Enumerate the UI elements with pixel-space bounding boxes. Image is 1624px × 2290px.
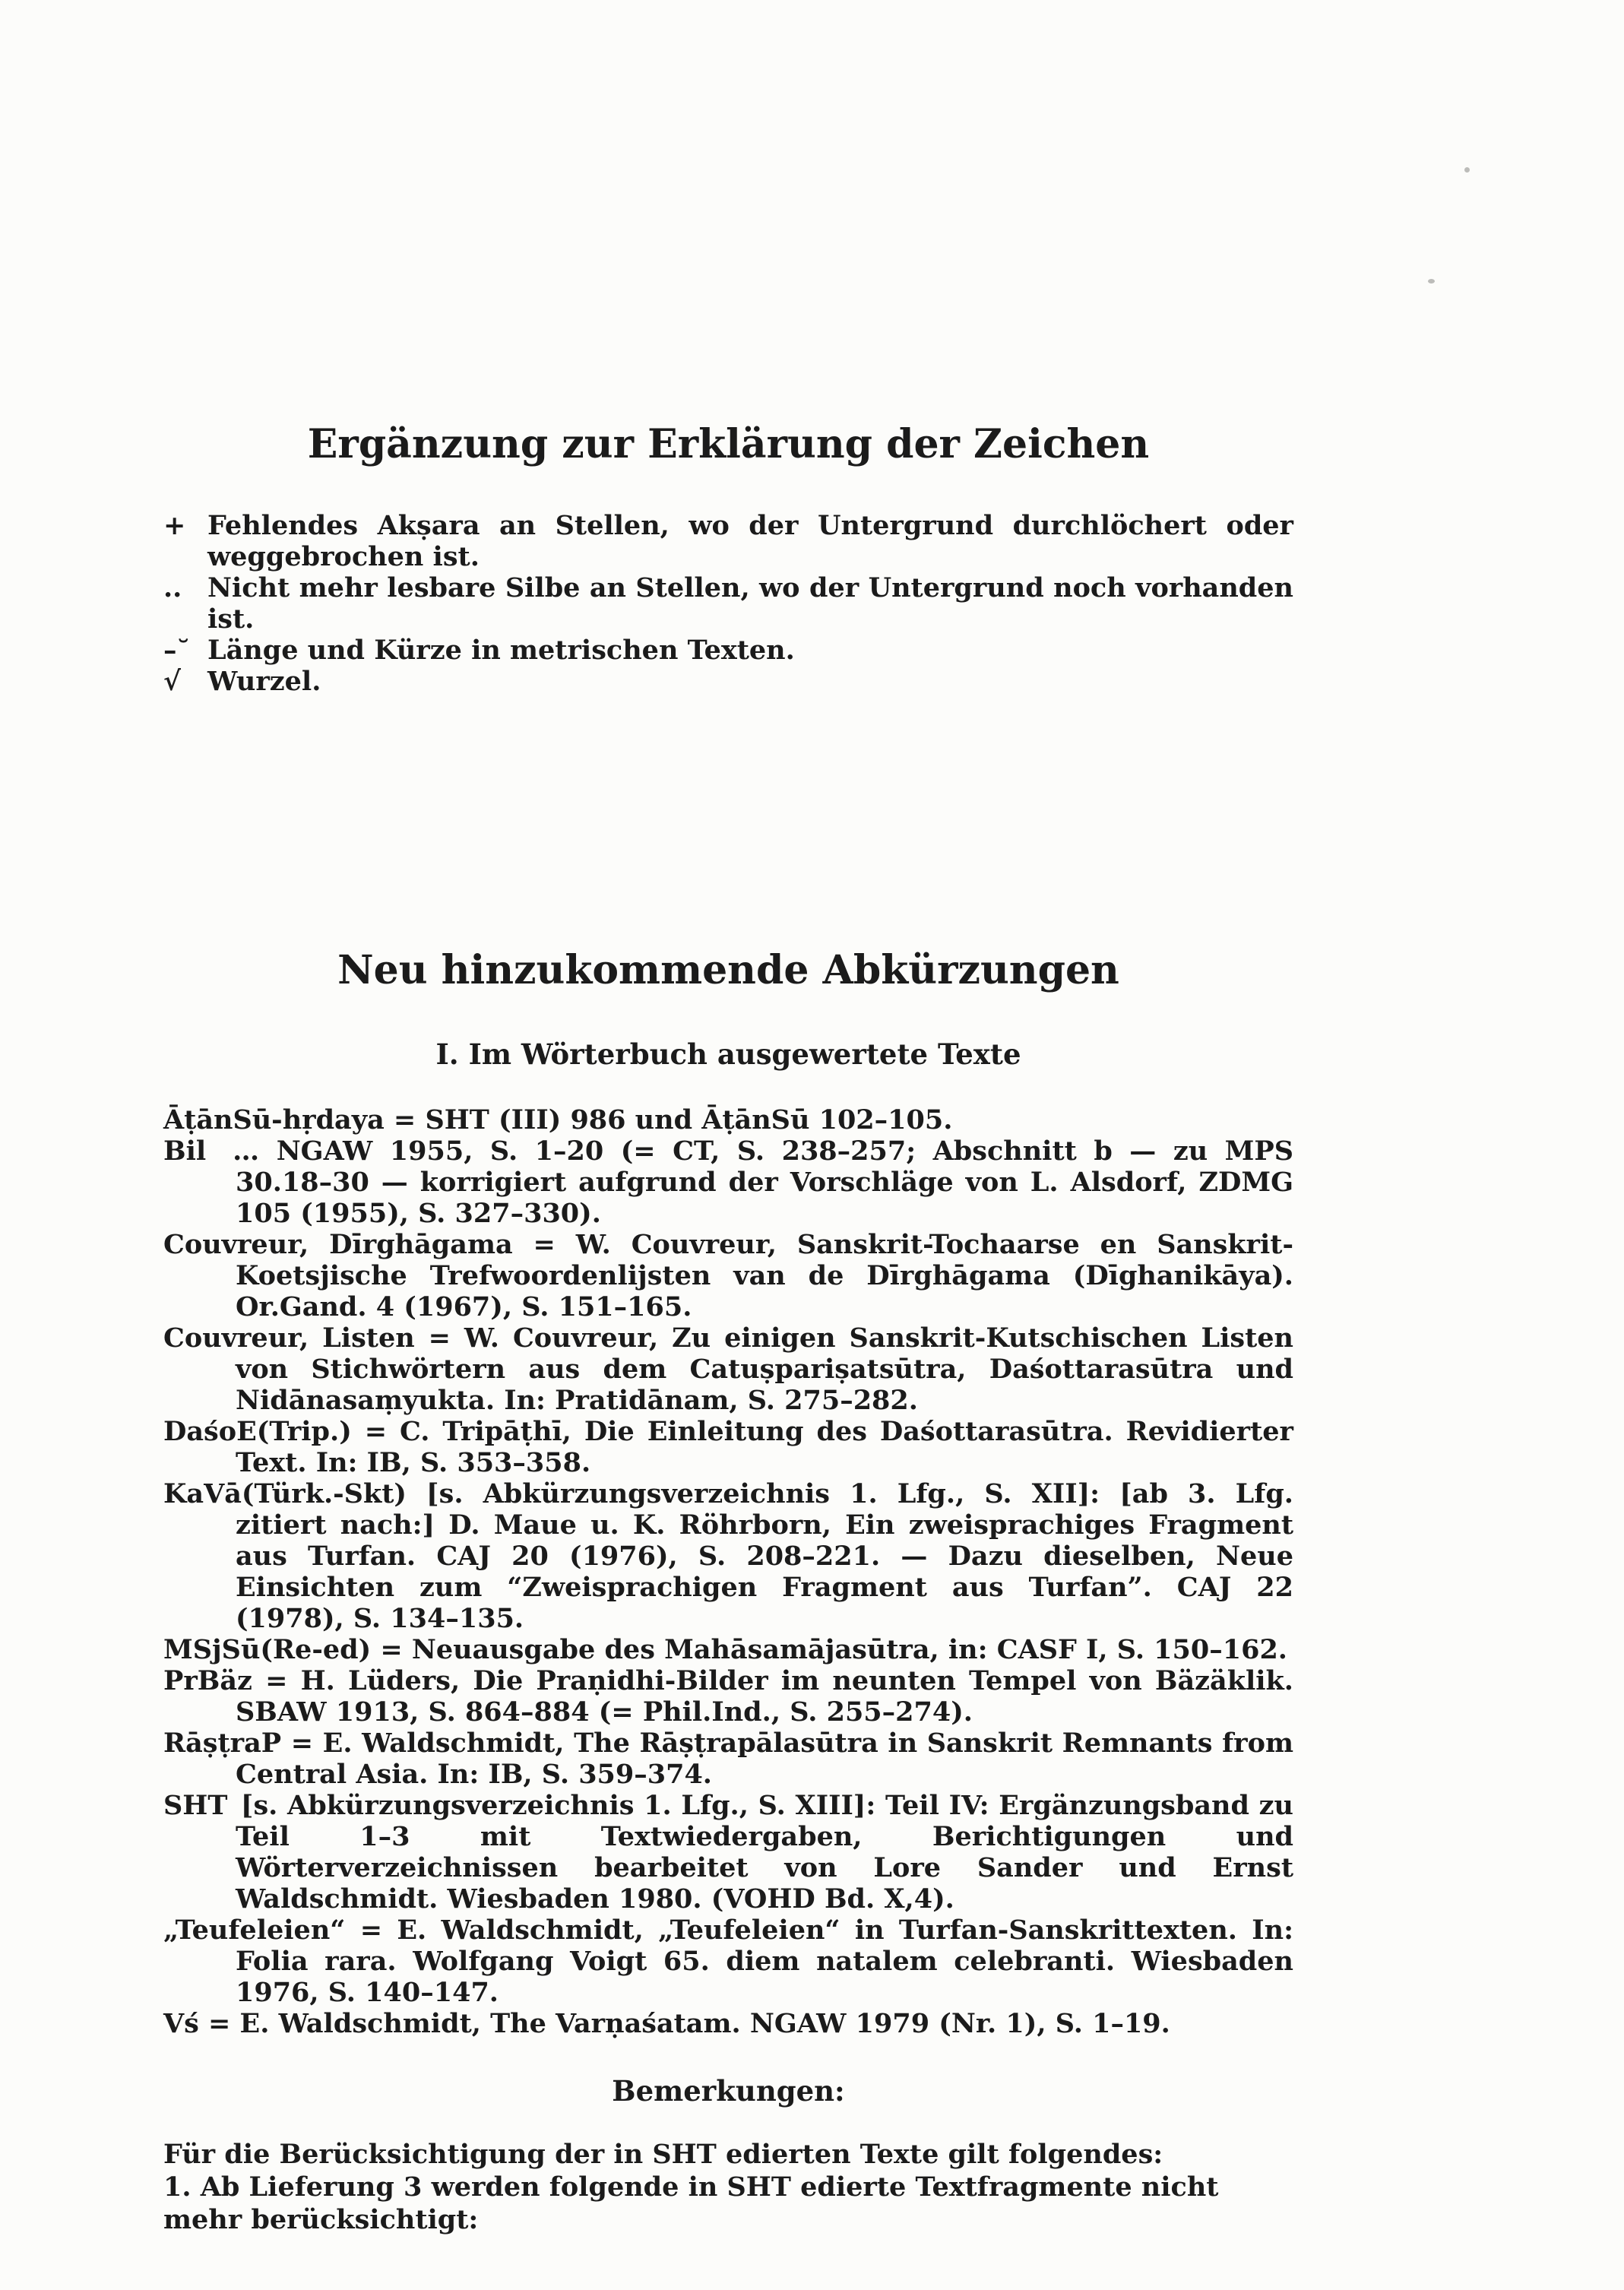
abbreviation-entry: ĀṭānSū-hṛdaya = SHT (III) 986 und ĀṭānSū 102–105. xyxy=(163,1104,953,1135)
sign-list-item xyxy=(163,635,1293,666)
section-title-zeichenerklaerung: Ergänzung zur Erklärung der Zeichen xyxy=(307,421,1150,467)
sign-description: Wurzel. xyxy=(207,665,321,697)
abbreviation-entry: SHT [s. Abkürzungsverzeichnis 1. Lfg., S. XIII]: Teil IV: Ergänzungsband zu Teil 1–3 mit Textwiedergaben, Berichtigungen und Wörterverzeichnissen bearbeitet von Lore Sander und Ernst Waldschmidt. Wiesbaden 1980. (VOHD Bd. X,4). xyxy=(163,1789,1293,1915)
abbreviation-entry: PrBäz = H. Lüders, Die Praṇidhi-Bilder im neunten Tempel von Bäzäklik. SBAW 1913, S. 864–884 (= Phil.Ind., S. 255–274). xyxy=(163,1664,1293,1728)
remark-line: Für die Berücksichtigung der in SHT edierten Texte gilt folgendes: xyxy=(163,2139,1163,2171)
abbreviation-entry: Couvreur, Dīrghāgama = W. Couvreur, Sanskrit-Tochaarse en Sanskrit-Koetsjische Trefwoordenlijsten van de Dīrghāgama (Dīghanikāya). Or.Gand. 4 (1967), S. 151–165. xyxy=(163,1228,1293,1322)
remarks-paragraph xyxy=(163,2138,1293,2236)
sign-description: Fehlendes Akṣara an Stellen, wo der Untergrund durchlöchert oder weggebrochen ist. xyxy=(207,509,1293,572)
sign-list-item xyxy=(163,666,1293,697)
page-content xyxy=(163,422,1293,2236)
abbreviation-entry: Bil … NGAW 1955, S. 1–20 (= CT, S. 238–257; Abschnitt b — zu MPS 30.18–30 — korrigiert aufgrund der Vorschläge von L. Alsdorf, ZDMG 105 (1955), S. 327–330). xyxy=(163,1135,1293,1229)
sign-symbol: √ xyxy=(163,665,182,697)
scan-speck xyxy=(1428,279,1435,283)
sign-symbol: .. xyxy=(163,572,182,603)
abbreviation-entry: Couvreur, Listen = W. Couvreur, Zu einigen Sanskrit-Kutschischen Listen von Stichwörtern aus dem Catuṣpariṣatsūtra, Daśottarasūtra und Nidānasaṃyukta. In: Pratidānam, S. 275–282. xyxy=(163,1322,1293,1416)
remark-line: 1. Ab Lieferung 3 werden folgende in SHT edierte Textfragmente nicht mehr berücksichtigt: xyxy=(163,2171,1219,2236)
sign-description: Länge und Kürze in metrischen Texten. xyxy=(207,634,795,666)
subsection-title-woerterbuch-texte: I. Im Wörterbuch ausgewertete Texte xyxy=(435,1037,1021,1071)
abbreviation-entry: Vś = E. Waldschmidt, The Varṇaśatam. NGAW 1979 (Nr. 1), S. 1–19. xyxy=(163,2007,1170,2039)
scan-speck xyxy=(1464,167,1470,173)
remarks-heading: Bemerkungen: xyxy=(612,2073,845,2108)
section-title-abkuerzungen: Neu hinzukommende Abkürzungen xyxy=(337,946,1119,993)
sign-description: Nicht mehr lesbare Silbe an Stellen, wo der Untergrund noch vorhanden ist. xyxy=(207,572,1293,635)
abbreviation-entry: KaVā(Türk.-Skt) [s. Abkürzungsverzeichnis 1. Lfg., S. XII]: [ab 3. Lfg. zitiert nach:] D. Maue u. K. Röhrborn, Ein zweisprachiges Fragment aus Turfan. CAJ 20 (1976), S. 208–221. — Dazu dieselben, Neue Einsichten zum “Zweisprachigen Fragment aus Turfan”. CAJ 22 (1978), S. 134–135. xyxy=(163,1478,1293,1634)
abbreviation-entry: DaśoE(Trip.) = C. Tripāṭhī, Die Einleitung des Daśottarasūtra. Revidierter Text. In: IB, S. 353–358. xyxy=(163,1415,1293,1478)
abbreviation-entry-list xyxy=(163,1104,1293,2039)
sign-explanation-list xyxy=(163,510,1293,697)
sign-symbol: + xyxy=(163,509,186,541)
abbreviation-entry: MSjSū(Re-ed) = Neuausgabe des Mahāsamājasūtra, in: CASF I, S. 150–162. xyxy=(163,1633,1287,1665)
abbreviation-entry: „Teufeleien“ = E. Waldschmidt, „Teufeleien“ in Turfan-Sanskrittexten. In: Folia rara. Wolfgang Voigt 65. diem natalem celebranti. Wiesbaden 1976, S. 140–147. xyxy=(163,1914,1293,2008)
sign-list-item xyxy=(163,572,1293,635)
abbreviation-entry: RāṣṭraP = E. Waldschmidt, The Rāṣṭrapālasūtra in Sanskrit Remnants from Central Asia. In: IB, S. 359–374. xyxy=(163,1727,1293,1790)
sign-list-item xyxy=(163,510,1293,572)
sign-symbol: –˘ xyxy=(163,634,190,666)
